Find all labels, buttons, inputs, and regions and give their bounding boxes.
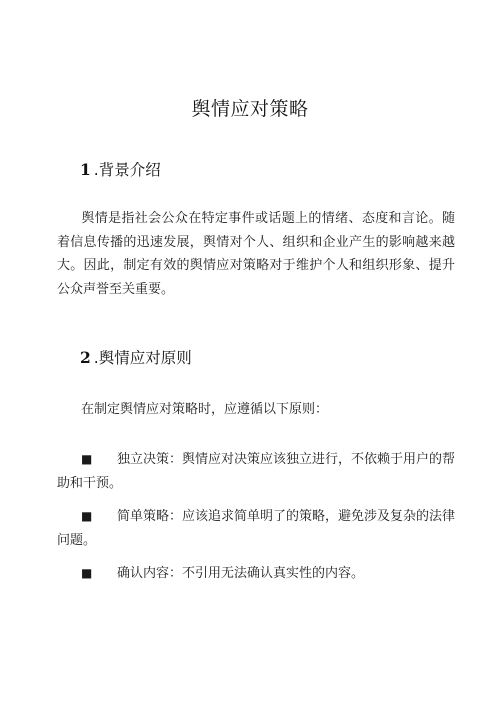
principles-list [57, 448, 455, 596]
section-number: 1 [80, 160, 91, 179]
list-item [57, 505, 455, 552]
list-item-text: 独立决策：舆情应对决策应该独立进行，不依赖于用户的帮助和干预。 [57, 452, 456, 491]
square-bullet-icon: ■ [81, 509, 93, 523]
list-item-text: 确认内容：不引用无法确认真实性的内容。 [117, 566, 365, 581]
square-bullet-icon: ■ [81, 566, 93, 580]
paragraph-text: 舆情是指社会公众在特定事件或话题上的情绪、态度和言论。随着信息传播的迅速发展，舆情对个人、组织和企业产生的影响越来越大。因此，制定有效的舆情应对策略对于维护个人和组织形象、提升公众声誉至关重要。 [57, 211, 455, 297]
section-heading-principles [80, 346, 192, 368]
document-title: 舆情应对策略 [191, 98, 309, 120]
list-item-text: 简单策略：应该追求简单明了的策略，避免涉及复杂的法律问题。 [57, 509, 456, 548]
section-heading-background [80, 158, 161, 180]
principles-intro-paragraph [57, 398, 455, 422]
list-item [57, 448, 455, 495]
section-title: .背景介绍 [93, 161, 161, 179]
list-item [57, 562, 455, 586]
paragraph-text: 在制定舆情应对策略时，应遵循以下原则： [81, 402, 329, 417]
section-number: 2 [80, 348, 91, 367]
background-paragraph [57, 207, 455, 301]
section-title: .舆情应对原则 [93, 349, 192, 367]
square-bullet-icon: ■ [81, 452, 93, 466]
